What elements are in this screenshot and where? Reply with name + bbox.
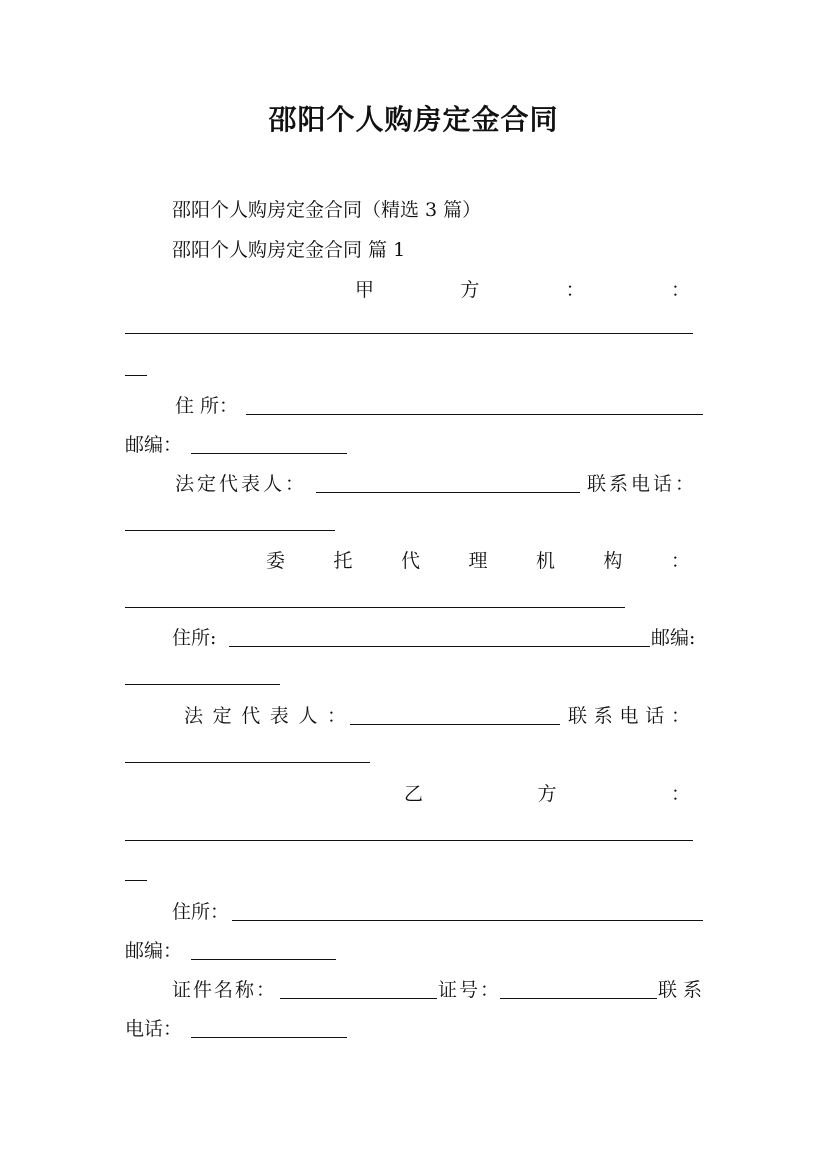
party-a-char: 甲	[355, 279, 375, 301]
legal-rep-2-phone-char: 联	[568, 705, 588, 727]
id-name-label: 证件名称：	[172, 979, 278, 1001]
subtitle-article: 邵阳个人购房定金合同 篇 1	[172, 239, 406, 261]
legal-rep-1-blank[interactable]	[316, 492, 580, 493]
party-b-blank[interactable]	[125, 840, 693, 841]
agent-char: 理	[468, 550, 488, 572]
legal-rep-2-phone-char: 系	[593, 705, 613, 727]
phone-blank[interactable]	[191, 1037, 347, 1038]
legal-rep-1-label: 法定代表人：	[175, 473, 308, 495]
legal-rep-2-char: 定	[212, 705, 232, 727]
legal-rep-2-char: 表	[269, 705, 289, 727]
agent-char: 委	[266, 550, 286, 572]
agent-blank[interactable]	[125, 607, 625, 608]
legal-rep-2-phone-char: 电	[619, 705, 639, 727]
party-b-char: 乙	[404, 783, 424, 805]
legal-rep-1-phone-label: 联系电话：	[587, 473, 698, 495]
postcode-1-blank[interactable]	[191, 453, 347, 454]
postcode-3-blank[interactable]	[191, 959, 336, 960]
legal-rep-2-phone-label	[568, 704, 690, 728]
address-2-label: 住所:	[172, 627, 217, 649]
legal-rep-1-phone-blank[interactable]	[125, 530, 335, 531]
subtitle-selected: 邵阳个人购房定金合同（精选 3 篇）	[172, 199, 482, 221]
id-number-label: 证号：	[438, 979, 502, 1001]
postcode-3-label: 邮编：	[125, 940, 183, 962]
party-a-blank[interactable]	[125, 333, 693, 334]
legal-rep-2-char: 法	[184, 705, 204, 727]
agent-char: 构	[603, 550, 623, 572]
address-3-label: 住所：	[172, 901, 230, 923]
address-2-blank[interactable]	[229, 646, 650, 647]
legal-rep-2-phone-blank[interactable]	[125, 762, 370, 763]
party-a-char: 方	[460, 279, 480, 301]
id-number-blank[interactable]	[500, 998, 657, 999]
agent-char: ：	[670, 550, 690, 572]
legal-rep-2-blank[interactable]	[350, 724, 560, 725]
address-3-blank[interactable]	[232, 920, 703, 921]
address-1-label: 住 所：	[175, 395, 239, 417]
legal-rep-2-char: 人	[298, 705, 318, 727]
address-1-blank[interactable]	[246, 414, 703, 415]
contact-label: 联系	[658, 979, 709, 1001]
party-a-char: ：	[565, 279, 585, 301]
party-b-blank-continued[interactable]	[125, 880, 147, 881]
postcode-1-label: 邮编：	[125, 434, 183, 456]
postcode-2-blank[interactable]	[125, 684, 280, 685]
party-b-char: 方	[537, 783, 557, 805]
legal-rep-2-phone-char: 话	[645, 705, 665, 727]
legal-rep-2-label	[184, 704, 346, 728]
party-a-label	[355, 278, 690, 302]
id-name-blank[interactable]	[280, 998, 437, 999]
agent-label	[266, 549, 690, 573]
phone-label: 电话：	[125, 1018, 183, 1040]
party-b-label	[404, 782, 690, 806]
legal-rep-2-char: 代	[241, 705, 261, 727]
party-a-char: ：	[670, 279, 690, 301]
legal-rep-2-phone-char: ：	[670, 705, 690, 727]
agent-char: 机	[535, 550, 555, 572]
party-a-blank-continued[interactable]	[125, 375, 147, 376]
document-title: 邵阳个人购房定金合同	[268, 103, 559, 136]
agent-char: 代	[400, 550, 420, 572]
legal-rep-2-char: ：	[326, 705, 346, 727]
party-b-char: ：	[670, 783, 690, 805]
address-2-postcode-label: 邮编:	[651, 627, 696, 649]
agent-char: 托	[333, 550, 353, 572]
